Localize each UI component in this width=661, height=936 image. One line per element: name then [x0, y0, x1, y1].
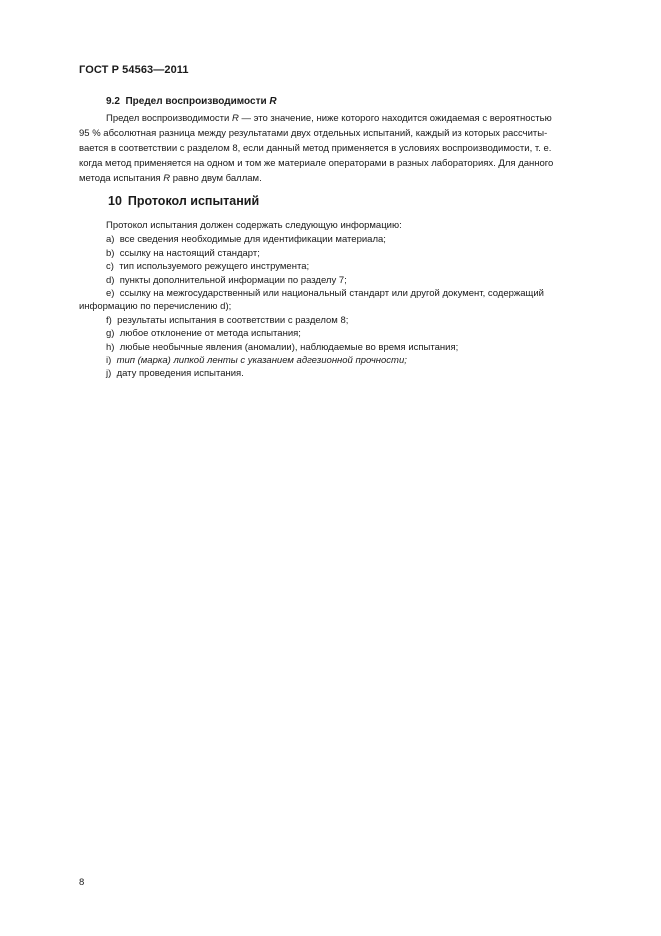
list-item-text: все сведения необходимые для идентификации материала; — [119, 234, 386, 246]
list-item — [79, 274, 613, 287]
paragraph-line: Предел воспроизводимости R — это значение, ниже которого находится ожидаемая с вероятностью — [106, 113, 552, 124]
reproducibility-paragraph — [79, 111, 613, 186]
list-item-text: ссылку на настоящий стандарт; — [119, 247, 260, 259]
list-item-marker: b) — [106, 247, 115, 259]
list-item — [79, 367, 613, 380]
paragraph-line: 95 % абсолютная разница между результатами двух отдельных испытаний, каждый из которых рассчиты- — [79, 128, 548, 139]
list-item-marker: i) — [106, 355, 112, 367]
subsection-number: 9.2 — [106, 96, 120, 107]
list-item — [79, 233, 613, 246]
list-intro: Протокол испытания должен содержать следующую информацию: — [106, 220, 402, 231]
list-item — [79, 247, 613, 260]
page-number: 8 — [79, 877, 85, 888]
paragraph-line: вается в соответствии с разделом 8, если данный метод применяется в условиях воспроизводимости, т. е. — [79, 143, 552, 154]
list-item-marker: f) — [106, 314, 112, 326]
list-item-marker: h) — [106, 341, 115, 353]
subsection-heading — [106, 96, 277, 107]
paragraph-line: когда метод применяется на одном и том же материале операторами в разных лабораториях. Для данного — [79, 158, 554, 169]
subsection-title: Предел воспроизводимости — [125, 96, 267, 107]
section-heading — [108, 194, 259, 208]
list-item — [79, 354, 613, 367]
paragraph-line: метода испытания R равно двум баллам. — [79, 173, 262, 184]
list-item-marker: a) — [106, 234, 115, 246]
document-header: ГОСТ Р 54563—2011 — [79, 64, 189, 76]
list-item-text: любые необычные явления (аномалии), наблюдаемые во время испытания; — [119, 341, 459, 353]
list-item — [79, 314, 613, 327]
list-item-text: пункты дополнительной информации по разделу 7; — [119, 274, 347, 286]
section-title: Протокол испытаний — [127, 194, 260, 208]
section-number: 10 — [108, 194, 122, 208]
list-item-text: дату проведения испытания. — [116, 368, 244, 380]
list-item-text: тип (марка) липкой ленты с указанием адгезионной прочности; — [116, 355, 407, 367]
list-item-text: любое отклонение от метода испытания; — [119, 328, 301, 340]
list-item-marker: e) — [106, 288, 115, 300]
list-item — [79, 260, 613, 273]
list-item-text: ссылку на межгосударственный или национальный стандарт или другой документ, содержащий — [119, 288, 544, 300]
list-item-marker: d) — [106, 274, 115, 286]
list-item-text: тип используемого режущего инструмента; — [119, 261, 310, 273]
report-contents-list — [79, 219, 613, 381]
subsection-symbol: R — [269, 96, 277, 107]
list-item-text: результаты испытания в соответствии с разделом 8; — [117, 314, 349, 326]
list-item-continuation: информацию по перечислению d); — [79, 301, 232, 313]
list-item — [79, 327, 613, 340]
list-item-marker: j) — [106, 368, 112, 380]
list-item-marker: c) — [106, 261, 114, 273]
list-item-marker: g) — [106, 328, 115, 340]
list-item — [79, 341, 613, 354]
list-item — [79, 287, 613, 300]
